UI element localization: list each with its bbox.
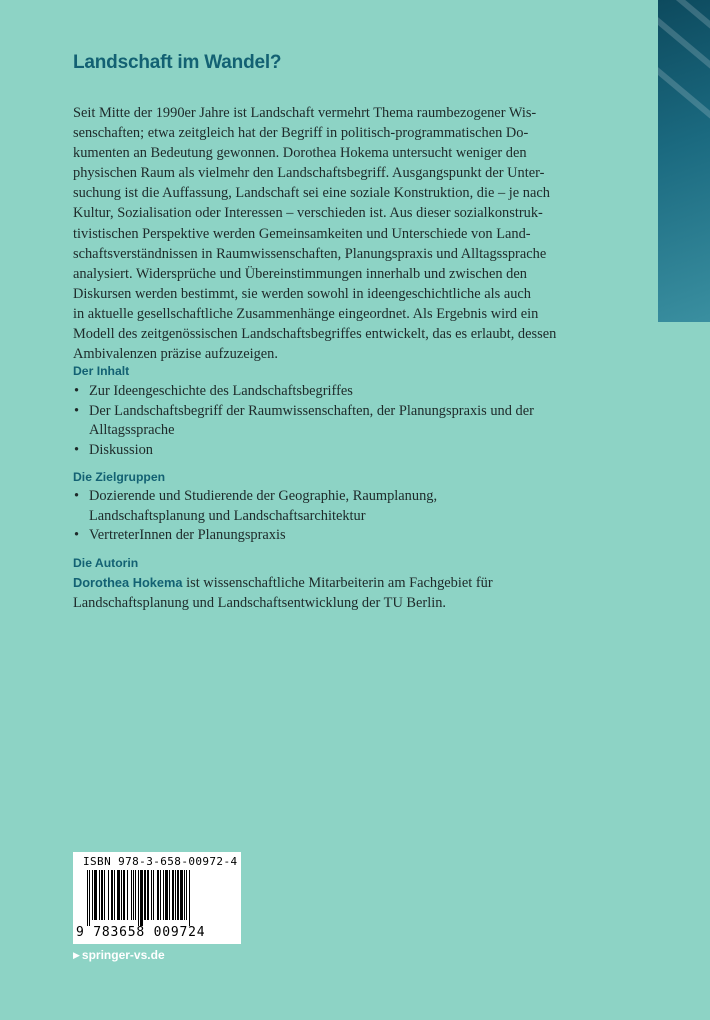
list-item-text: Dozierende und Studierende der Geographie, Raumplanung, Landschaftsplanung und Landschaftsarchitektur [89,488,438,524]
barcode-bar [94,870,97,920]
list-item [73,487,543,526]
intro-line: Seit Mitte der 1990er Jahre ist Landschaft vermehrt Thema raumbezogener Wis- [73,105,537,121]
isbn-barcode-box [73,852,241,944]
arrow-right-icon: ▶ [73,949,80,960]
intro-line: analysiert. Widersprüche und Übereinstimmungen innerhalb und zwischen den [73,265,527,282]
barcode-graphic [79,870,229,926]
barcode-bar [165,870,168,920]
intro-line: senschaften; etwa zeitgleich hat der Begriff in politisch-programmatischen Do- [73,125,529,142]
barcode-bar [177,870,179,920]
publisher-link[interactable] [73,948,165,962]
barcode-bar [111,870,113,920]
barcode-bar [108,870,109,920]
bullet-icon: • [74,527,80,543]
list-item-text: VertreterInnen der Planungspraxis [89,527,286,543]
list-item-text: Zur Ideengeschichte des Landschaftsbegriffes [89,383,353,399]
barcode-bar [138,870,139,926]
barcode-bar [153,870,154,920]
barcode-bar [89,870,90,926]
author-bio-text: ist wissenschaftliche Mitarbeiterin am Fachgebiet für Landschaftsplanung und Landschaftsentwicklung der TU Berlin. [73,575,493,611]
intro-line: kumenten an Bedeutung gewonnen. Dorothea Hokema untersucht weniger den [73,145,527,162]
barcode-bar [163,870,164,920]
barcode-bar [140,870,143,926]
intro-line: Ambivalenzen präzise aufzuzeigen. [73,346,278,363]
intro-line: physischen Raum als vielmehr den Landschaftsbegriff. Ausgangspunkt der Unter- [73,165,545,182]
intro-line: tivistischen Perspektive werden Gemeinsamkeiten und Unterschiede von Land- [73,225,531,242]
barcode-bar [147,870,149,920]
list-item [73,526,543,546]
isbn-label: ISBN 978-3-658-00972-4 [83,855,238,868]
barcode-bar [172,870,174,920]
barcode-bar [101,870,103,920]
list-item-text: Diskussion [89,441,153,458]
barcode-bar [175,870,176,920]
book-title: Landschaft im Wandel? [73,52,282,73]
barcode-bar [169,870,170,920]
barcode-bar [114,870,115,920]
barcode-bar [131,870,132,920]
barcode-bar [189,870,190,926]
intro-line: schaftsverständnissen in Raumwissenschaften, Planungspraxis und Alltagssprache [73,245,547,262]
barcode-bar [133,870,134,920]
barcode-bar [186,870,187,920]
bullet-icon: • [74,402,80,419]
barcode-bar [99,870,100,920]
barcode-bar [123,870,125,920]
author-heading: Die Autorin [73,556,139,570]
intro-line: in aktuelle gesellschaftliche Zusammenhänge eingeordnet. Als Ergebnis wird ein [73,305,539,322]
intro-line: Modell des zeitgenössischen Landschaftsbegriffes entwickelt, das es erlaubt, dessen [73,326,557,343]
barcode-bar [87,870,88,926]
barcode-bar [121,870,122,920]
bullet-icon: • [74,383,80,399]
audience-list [73,487,543,546]
list-item-text: Der Landschaftsbegriff der Raumwissenschaften, der Planungspraxis und der Alltagssprache [89,402,534,438]
barcode-bar [184,870,185,920]
author-name: Dorothea Hokema [73,575,183,590]
barcode-bar [104,870,105,920]
contents-heading: Der Inhalt [73,364,130,378]
barcode-bar [117,870,120,920]
intro-line: Diskursen werden bestimmt, sie werden sowohl in ideengeschichtliche als auch [73,285,531,302]
barcode-bar [160,870,161,920]
barcode-bar [151,870,152,920]
author-bio [73,573,593,613]
contents-list [73,382,543,460]
list-item [73,441,543,461]
bullet-icon: • [74,488,80,504]
publisher-url: springer-vs.de [81,948,165,962]
corner-graphic [658,0,710,322]
barcode-bar [127,870,128,920]
intro-line: Kultur, Sozialisation oder Interessen – verschieden ist. Aus dieser sozialkonstruk- [73,205,543,222]
barcode-bar [144,870,146,920]
barcode-bar [92,870,93,920]
list-item [73,402,543,441]
audience-heading: Die Zielgruppen [73,470,166,484]
intro-text [73,103,593,364]
ean-digits: 9 783658 009724 [76,925,206,940]
barcode-bar [180,870,183,920]
bullet-icon: • [74,441,80,458]
intro-line: suchung ist die Auffassung, Landschaft sei eine soziale Konstruktion, die – je nach [73,185,550,202]
list-item [73,382,543,402]
barcode-bar [157,870,159,920]
barcode-bar [135,870,136,920]
